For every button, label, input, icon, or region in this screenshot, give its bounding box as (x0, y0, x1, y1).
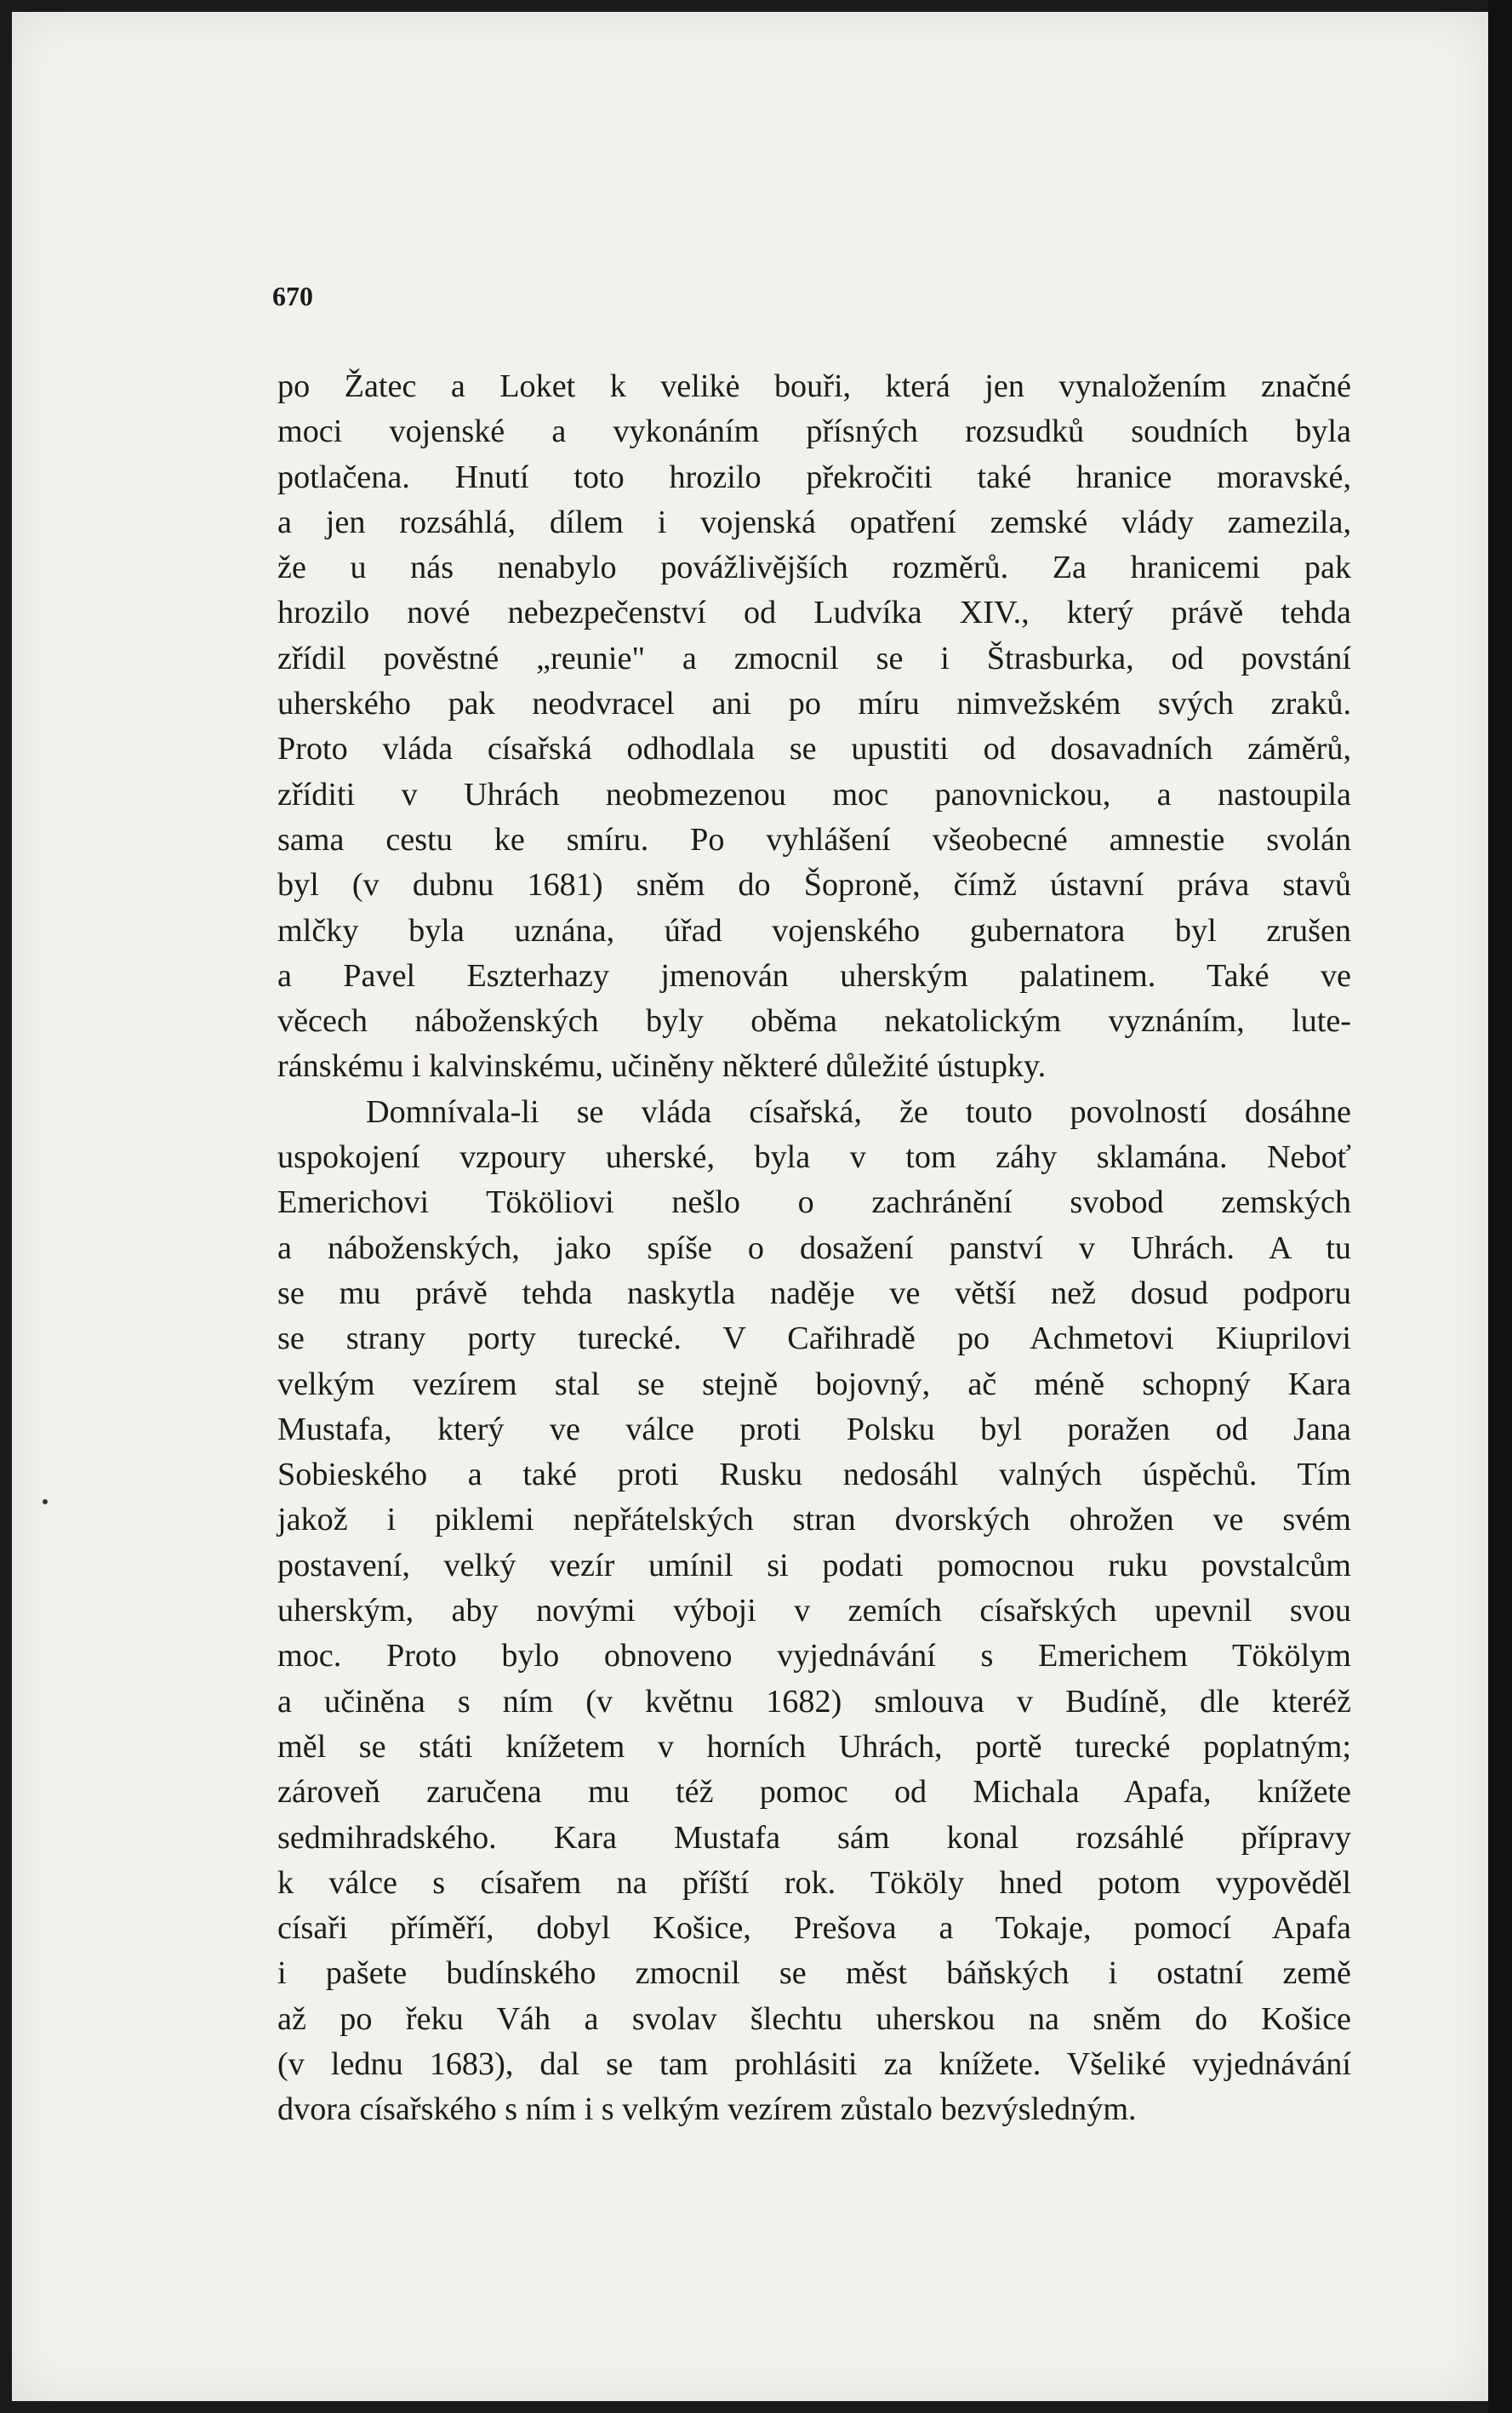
text-line: zříditi v Uhrách neobmezenou moc panovnickou, a nastoupila (277, 776, 1351, 813)
text-line: dvora císařského s ním i s velkým vezírem zůstalo bezvýsledným. (277, 2091, 1137, 2128)
page-number: 670 (272, 281, 313, 311)
text-line: postavení, velký vezír umínil si podati pomocnou ruku povstalcům (277, 1547, 1351, 1583)
text-line: mlčky byla uznána, úřad vojenského gubernatora byl zrušen (277, 912, 1351, 949)
text-line: uspokojení vzpoury uherské, byla v tom záhy sklamána. Neboť (277, 1139, 1351, 1176)
text-line: se strany porty turecké. V Cařihradě po Achmetovi Kiuprilovi (277, 1321, 1351, 1357)
text-line: po Žatec a Loket k velikė bouři, která jen vynaložením značné (277, 368, 1351, 404)
text-line: a jen rozsáhlá, dílem i vojenská opatření zemské vlády zamezila, (277, 504, 1351, 540)
text-line: jakož i piklemi nepřátelských stran dvorských ohrožen ve svém (277, 1502, 1351, 1538)
text-line: zároveň zaručena mu též pomoc od Michala Apafa, knížete (277, 1774, 1351, 1811)
text-line: moci vojenské a vykonáním přísných rozsudků soudních byla (277, 414, 1351, 450)
text-line: byl (v dubnu 1681) sněm do Šoproně, čímž ústavní práva stavů (277, 867, 1351, 904)
text-line: Sobieského a také proti Rusku nedosáhl valných úspěchů. Tím (277, 1457, 1351, 1493)
text-line: Mustafa, který ve válce proti Polsku byl poražen od Jana (277, 1411, 1351, 1447)
text-line: zřídil pověstné „reunie" a zmocnil se i Štrasburka, od povstání (277, 640, 1351, 676)
text-line: a Pavel Eszterhazy jmenován uherským palatinem. Také ve (277, 957, 1351, 994)
text-line: Emerichovi Tököliovi nešlo o zachránění svobod zemských (277, 1184, 1351, 1221)
text-line: Domnívala-li se vláda císařská, že touto povolností dosáhne (366, 1093, 1351, 1130)
paragraph-1 (277, 364, 1351, 1090)
text-line: velkým vezírem stal se stejně bojovný, ač méně schopný Kara (277, 1366, 1351, 1402)
scan-edge-shadow (1488, 0, 1512, 2413)
text-line: sama cestu ke smíru. Po vyhlášení všeobecné amnestie svolán (277, 821, 1351, 858)
text-line: se mu právě tehda naskytla naděje ve větší než dosud podporu (277, 1275, 1351, 1311)
text-line: (v lednu 1683), dal se tam prohlásiti za knížete. Všeliké vyjednávání (277, 2045, 1351, 2082)
text-line: moc. Proto bylo obnoveno vyjednávání s Emerichem Tökölym (277, 1638, 1351, 1674)
text-line: i pašete budínského zmocnil se měst báňských i ostatní země (277, 1955, 1351, 1992)
text-line: věcech náboženských byly oběma nekatolickým vyznáním, lute- (277, 1003, 1351, 1040)
text-line: uherského pak neodvracel ani po míru nimvežském svých zraků. (277, 686, 1351, 722)
text-line: k válce s císařem na příští rok. Tököly hned potom vypověděl (277, 1864, 1351, 1901)
text-line: a náboženských, jako spíše o dosažení panství v Uhrách. A tu (277, 1229, 1351, 1266)
paragraph-2 (277, 1090, 1351, 2133)
text-line: a učiněna s ním (v květnu 1682) smlouva v Budíně, dle kteréž (277, 1683, 1351, 1720)
book-page (12, 12, 1488, 2401)
body-text (277, 364, 1351, 2133)
text-line: ránskému i kalvinskému, učiněny některé důležité ústupky. (277, 1048, 1047, 1085)
text-line: až po řeku Váh a svolav šlechtu uherskou na sněm do Košice (277, 2000, 1351, 2037)
text-line: Proto vláda císařská odhodlala se upustiti od dosavadních záměrů, (277, 731, 1351, 767)
text-line: uherským, aby novými výboji v zemích císařských upevnil svou (277, 1593, 1351, 1629)
text-line: sedmihradského. Kara Mustafa sám konal rozsáhlé přípravy (277, 1819, 1351, 1856)
text-line: hrozilo nové nebezpečenství od Ludvíka XIV., který právě tehda (277, 595, 1351, 631)
text-line: císaři příměří, dobyl Košice, Prešova a Tokaje, pomocí Apafa (277, 1910, 1351, 1947)
text-line: měl se státi knížetem v horních Uhrách, portě turecké poplatným; (277, 1728, 1351, 1765)
text-line: potlačena. Hnutí toto hrozilo překročiti také hranice moravské, (277, 459, 1351, 495)
scan-speck (43, 1499, 48, 1504)
text-line: že u nás nenabylo povážlivějších rozměrů. Za hranicemi pak (277, 550, 1351, 586)
